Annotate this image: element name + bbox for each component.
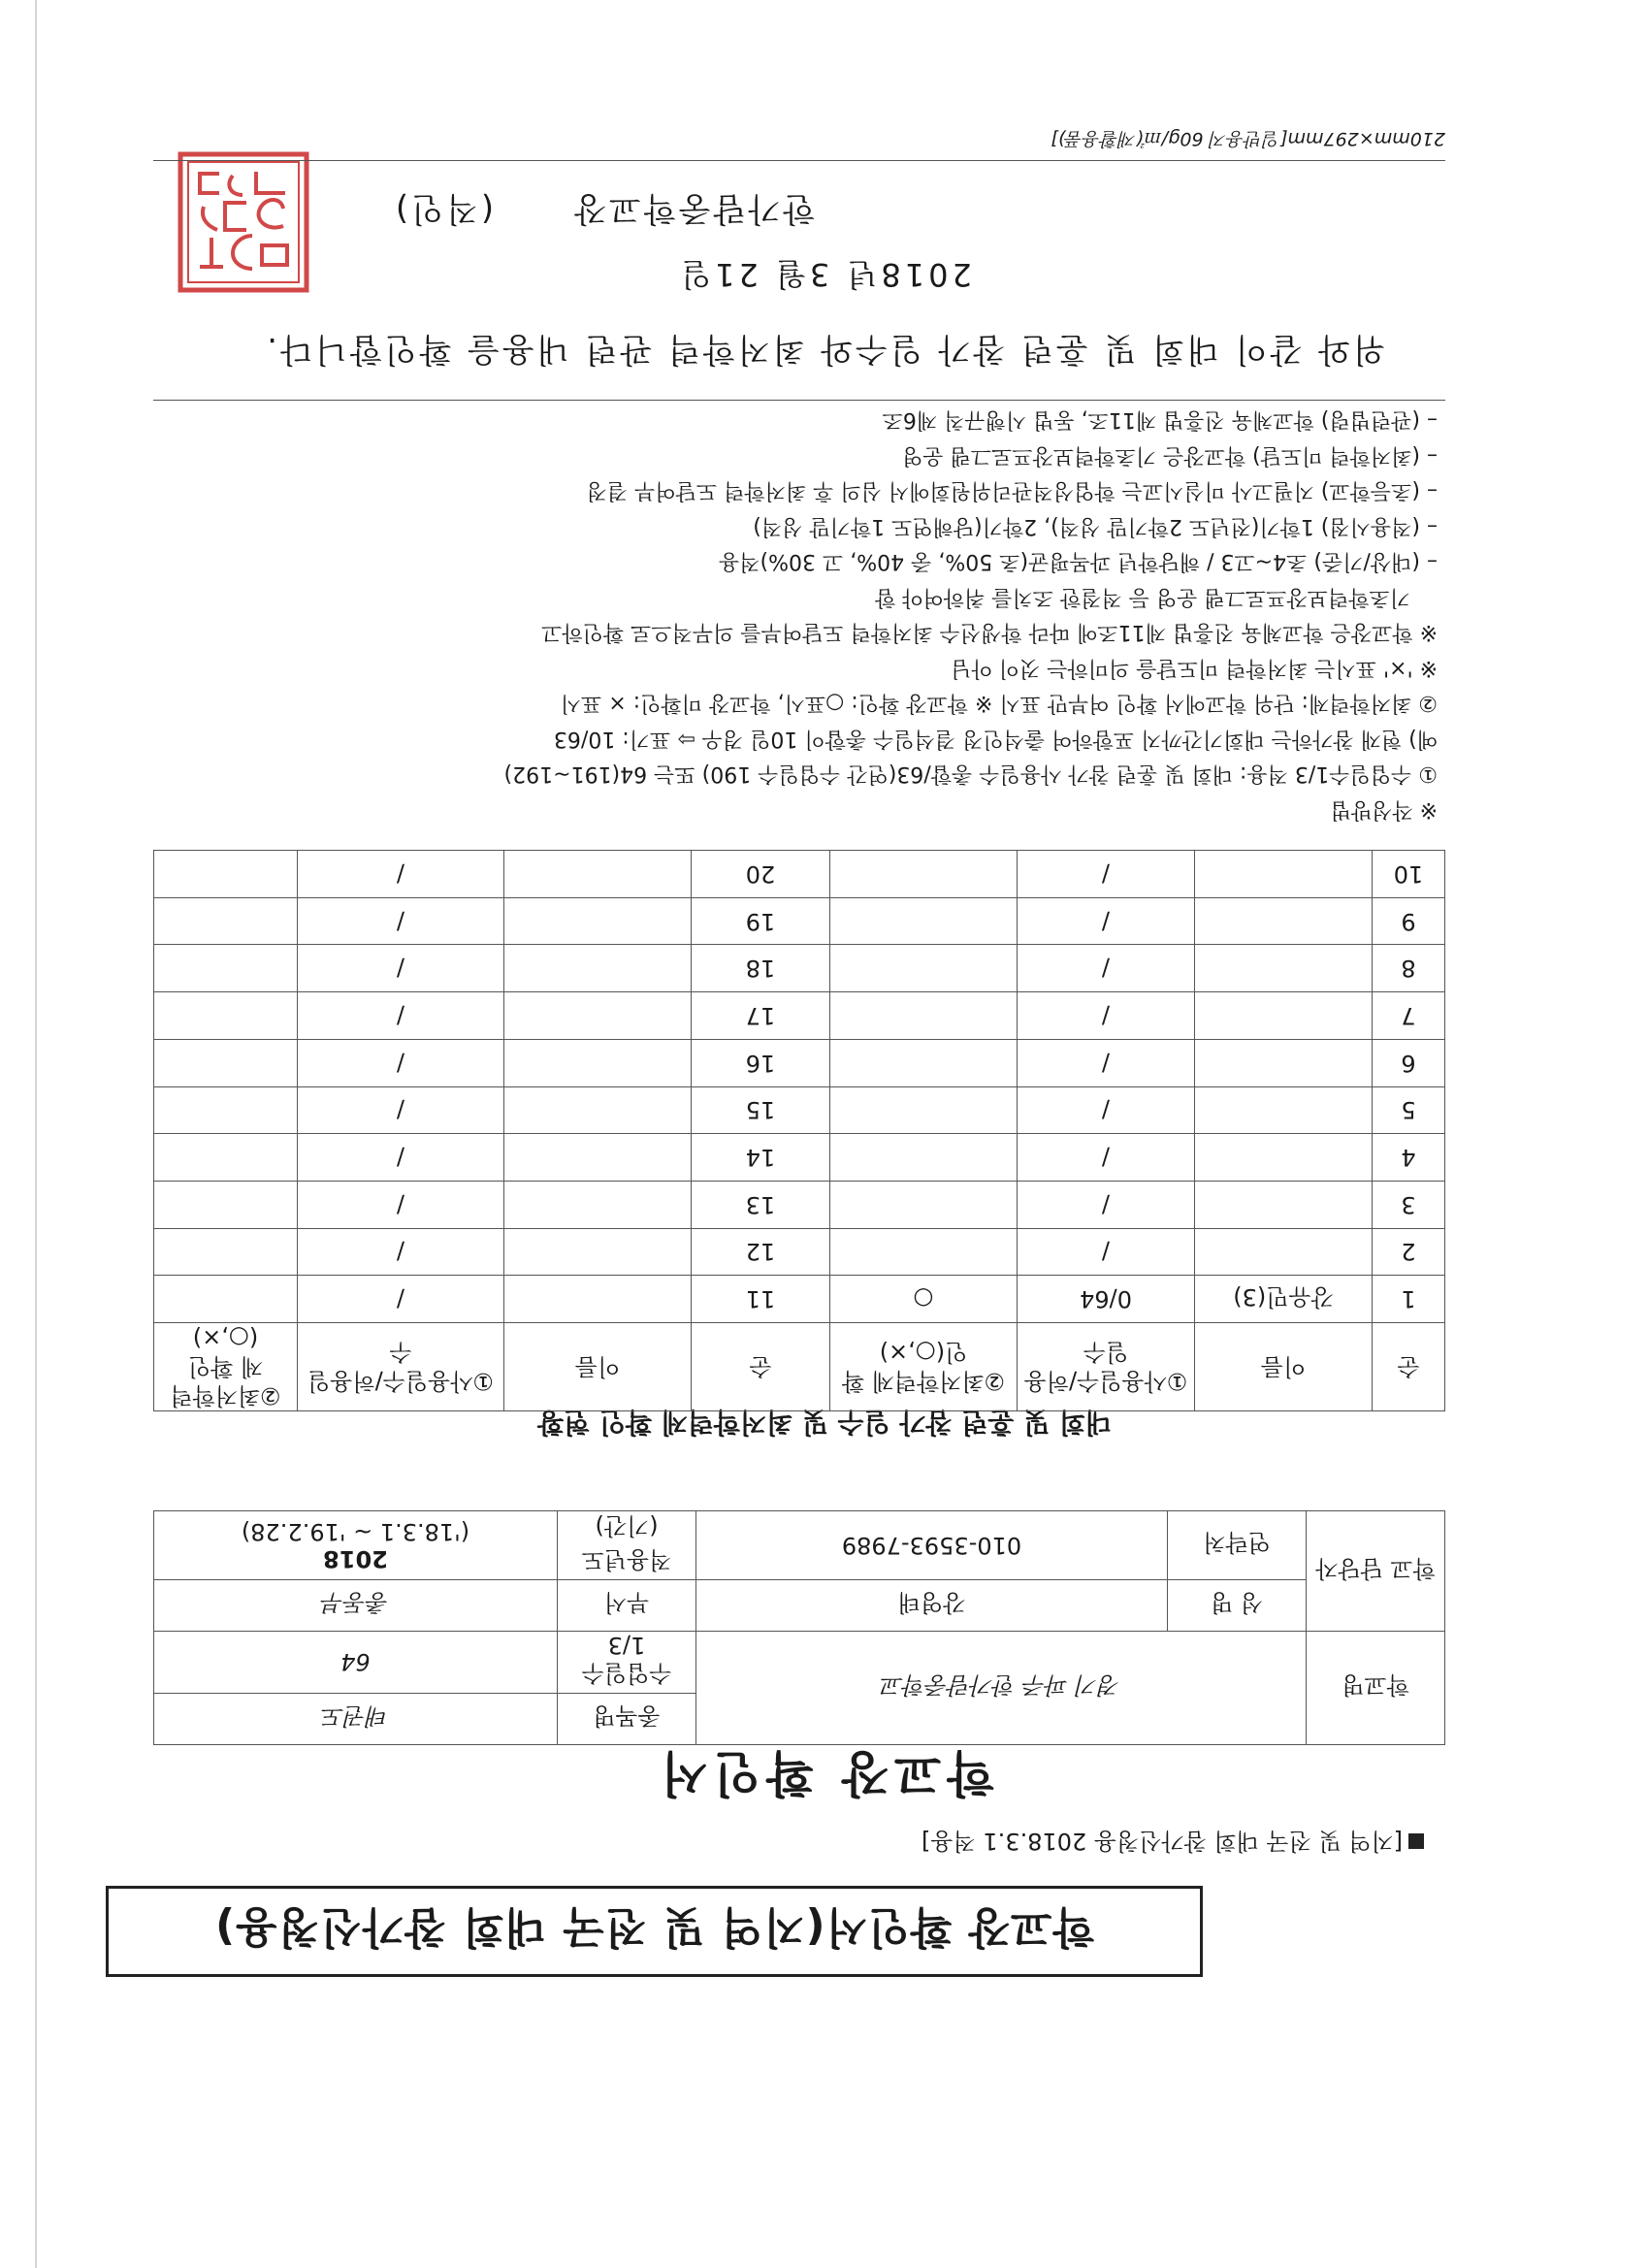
phone-label: 연락처 [1168, 1511, 1307, 1580]
row-no: 1 [1373, 1276, 1445, 1323]
row-days: / [1018, 1181, 1195, 1228]
row-days-2: / [298, 992, 504, 1040]
note-line: 기초학력보장프로그램 운영 등 적절한 조치를 취하여야 함 [874, 585, 1410, 609]
row-name-2 [504, 992, 692, 1040]
row-name-2 [504, 945, 692, 992]
row-name-2 [504, 1228, 692, 1276]
form-subnote [922, 1827, 1424, 1861]
table-row [154, 851, 1445, 898]
row-no: 5 [1373, 1086, 1445, 1134]
header-name: 이름 [1195, 1323, 1373, 1411]
row-check-2 [154, 945, 298, 992]
note-line: – (대상/기준) 초4~고3 / 해당학년 과목평균(초 50%, 중 40%, 고 30%)적용 [719, 549, 1438, 574]
note-line: ※ 학교장은 학교체육 진흥법 제11조에 따라 학생선수 최저학력 도달여부를 의무적으로 확인하고 [541, 620, 1438, 645]
row-check [830, 1181, 1018, 1228]
row-no-2: 13 [692, 1181, 830, 1228]
footer-rule [153, 160, 1445, 161]
row-no-2: 18 [692, 945, 830, 992]
school-value: 경기 파주 한가람중학교 [696, 1632, 1307, 1745]
period-value: ('18.3.1 ~ '19.2.28) [241, 1518, 470, 1545]
row-name-2 [504, 1086, 692, 1134]
row-days: / [1018, 851, 1195, 898]
note-line: ① 수업일수1/3 적용: 대회 및 훈련 참가 사용일수 총합/63(연간 수업일수 190) 또는 64(191~192) [503, 761, 1438, 787]
confirm-statement: 위와 같이 대회 및 훈련 참가 일수와 최저학력 관련 내용을 확인합니다. [264, 330, 1385, 369]
form-title: 학교장 확인서(지역 및 전국 대회 참가신청용) [106, 1886, 1203, 1977]
table-row [154, 945, 1445, 992]
row-no-2: 20 [692, 851, 830, 898]
row-name [1195, 945, 1373, 992]
subnote-text: [지역 및 전국 대회 참가신청용 2018.3.1 적용] [922, 1828, 1403, 1855]
row-days: / [1018, 897, 1195, 945]
header-days: ①사용일수/허용일수 [1018, 1323, 1195, 1411]
row-no: 6 [1373, 1039, 1445, 1086]
table-row [154, 1276, 1445, 1323]
square-bullet-icon [1408, 1833, 1424, 1849]
row-name [1195, 897, 1373, 945]
row-check-2 [154, 897, 298, 945]
header-name-2: 이름 [504, 1323, 692, 1411]
school-label: 학교명 [1307, 1632, 1445, 1745]
row-days: 0/64 [1018, 1276, 1195, 1323]
row-no-2: 12 [692, 1228, 830, 1276]
header-days-2: ①사용일수/허용일수 [298, 1323, 504, 1411]
row-no-2: 14 [692, 1134, 830, 1182]
row-check-2 [154, 1086, 298, 1134]
row-no: 9 [1373, 897, 1445, 945]
row-check [830, 1086, 1018, 1134]
row-check-2 [154, 1228, 298, 1276]
name-label: 성 명 [1168, 1580, 1307, 1632]
name-value: 강영태 [696, 1580, 1168, 1632]
days-value: 64 [154, 1632, 558, 1694]
row-check [830, 897, 1018, 945]
row-days: / [1018, 992, 1195, 1040]
row-name-2 [504, 897, 692, 945]
row-no-2: 15 [692, 1086, 830, 1134]
row-days-2: / [298, 1039, 504, 1086]
row-check [830, 851, 1018, 898]
table-row [154, 1039, 1445, 1086]
header-check-2: ②최저학력제 확인(○,×) [154, 1323, 298, 1411]
row-check-2 [154, 1181, 298, 1228]
note-line: ※ 작성방법 [1330, 797, 1438, 822]
row-days-2: / [298, 897, 504, 945]
dept-label: 부서 [558, 1580, 696, 1632]
row-no: 10 [1373, 851, 1445, 898]
table-row [154, 1086, 1445, 1134]
row-name [1195, 851, 1373, 898]
row-days-2: / [298, 945, 504, 992]
year-value: 2018 [323, 1545, 388, 1572]
row-days: / [1018, 1134, 1195, 1182]
table-row [154, 1134, 1445, 1182]
row-no: 3 [1373, 1181, 1445, 1228]
dept-value: 총동부 [154, 1580, 558, 1632]
row-no: 2 [1373, 1228, 1445, 1276]
row-no-2: 19 [692, 897, 830, 945]
table-row [154, 1181, 1445, 1228]
phone-value: 010-3593-7989 [696, 1511, 1168, 1580]
official-seal-stamp [177, 150, 310, 294]
sport-label: 종목명 [558, 1694, 696, 1745]
table-row [154, 992, 1445, 1040]
note-line: – (초등학교) 지필고사 미실시교는 학업성적관리위원회에서 심의 후 최저학력 도달여부 결정 [586, 478, 1438, 503]
header-check: ②최저학력제 확인(○,×) [830, 1323, 1018, 1411]
row-no: 7 [1373, 992, 1445, 1040]
row-check [830, 1228, 1018, 1276]
notes-block [157, 402, 1438, 826]
row-days-2: / [298, 1276, 504, 1323]
row-days-2: / [298, 1181, 504, 1228]
row-check-2 [154, 1134, 298, 1182]
issue-date: 2018년 3월 21일 [677, 256, 972, 293]
row-days-2: / [298, 851, 504, 898]
row-no-2: 16 [692, 1039, 830, 1086]
row-name-2 [504, 1039, 692, 1086]
row-check-2 [154, 992, 298, 1040]
row-name [1195, 1181, 1373, 1228]
row-name [1195, 1039, 1373, 1086]
row-days-2: / [298, 1228, 504, 1276]
sport-value: 태권도 [154, 1694, 558, 1745]
row-check [830, 945, 1018, 992]
row-check [830, 1039, 1018, 1086]
manager-label: 학교 담당자 [1307, 1511, 1445, 1632]
document-title: 학교장 확인서 [655, 1745, 994, 1801]
row-name-2 [504, 851, 692, 898]
row-check [830, 1134, 1018, 1182]
row-name-2 [504, 1276, 692, 1323]
row-no: 4 [1373, 1134, 1445, 1182]
participation-table [153, 850, 1445, 1411]
divider-line [153, 400, 1445, 401]
school-info-table [153, 1510, 1445, 1745]
note-line: – (관련법령) 학교체육 진흥법 제11조, 동법 시행규칙 제6조 [882, 407, 1438, 433]
principal-name: 한가람중학교장 [571, 189, 815, 228]
row-name-2 [504, 1134, 692, 1182]
list-title: 대회 및 훈련 참가 일수 및 최저학력제 확인 현황 [537, 1407, 1112, 1439]
row-days-2: / [298, 1086, 504, 1134]
row-days: / [1018, 1086, 1195, 1134]
row-days: / [1018, 1228, 1195, 1276]
note-line: ※ '×' 표시는 최저학력 미도달을 의미하는 것이 아님 [951, 656, 1438, 680]
row-check [830, 992, 1018, 1040]
row-name [1195, 1086, 1373, 1134]
principal-line [393, 188, 815, 236]
note-line: ② 최저학력제: 단위 학교에서 확인 여부만 표시 ※ 학교장 확인: ○표시, 학교장 미확인: × 표시 [560, 691, 1438, 716]
row-no-2: 11 [692, 1276, 830, 1323]
note-line: – (적용시점) 1학기(전년도 2학기말 성적), 2학기(당해연도 1학기말 성적) [753, 514, 1438, 538]
row-check: ○ [830, 1276, 1018, 1323]
row-check-2 [154, 1039, 298, 1086]
table-row [154, 1228, 1445, 1276]
row-days-2: / [298, 1134, 504, 1182]
row-name [1195, 1134, 1373, 1182]
header-no-2: 순 [692, 1323, 830, 1411]
row-name [1195, 1228, 1373, 1276]
table-header-row [154, 1323, 1445, 1411]
days-label: 수업일수 1/3 [558, 1632, 696, 1694]
header-no: 순 [1373, 1323, 1445, 1411]
row-name: 강유민(3) [1195, 1276, 1373, 1323]
row-name [1195, 992, 1373, 1040]
row-name-2 [504, 1181, 692, 1228]
year-cell [154, 1511, 558, 1580]
year-label: 적용년도 (기간) [558, 1511, 696, 1580]
row-no-2: 17 [692, 992, 830, 1040]
note-line: 예) 현재 참가하는 대회기간까지 포함하여 출석인정 결석일수 총합이 10일 경우 ⇨ 표기: 10/63 [553, 727, 1438, 751]
table-row [154, 897, 1445, 945]
row-days: / [1018, 1039, 1195, 1086]
row-check-2 [154, 851, 298, 898]
row-check-2 [154, 1276, 298, 1323]
row-no: 8 [1373, 945, 1445, 992]
note-line: – (최저학력 미도달) 학교장은 기초학력보장프로그램 운영 [902, 443, 1438, 468]
paper-spec-footer: 210mm×297mm[일반용지 60g/㎡(재활용품)] [1051, 128, 1445, 149]
row-days: / [1018, 945, 1195, 992]
seal-mark-label: (직인) [392, 189, 495, 228]
